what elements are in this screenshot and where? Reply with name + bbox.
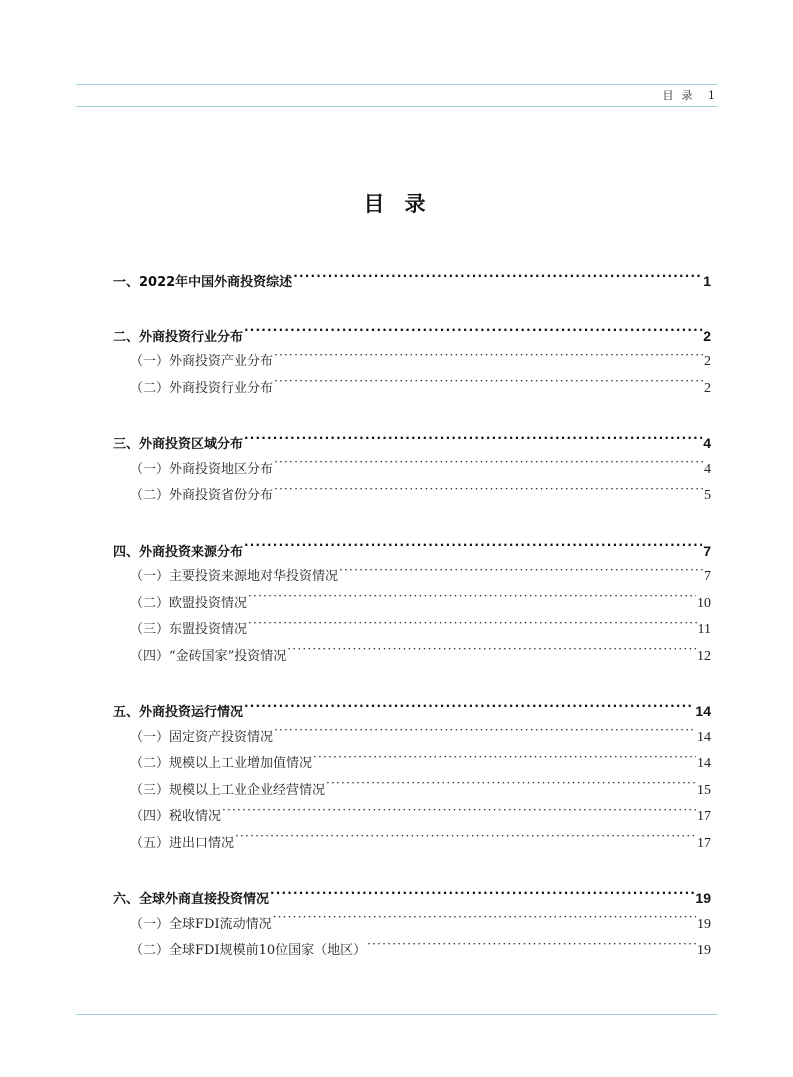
toc-section-5 [113, 698, 711, 857]
header-rule-bottom [76, 106, 717, 107]
dot-leader [339, 567, 703, 580]
header-rule-top [76, 84, 717, 85]
toc-entry-label: 二、外商投资行业分布 [113, 329, 244, 345]
toc-subentry-page: 10 [697, 595, 711, 611]
toc-subentry-label: （二）全球FDI规模前10位国家（地区） [130, 943, 367, 958]
toc-subentry[interactable] [113, 912, 711, 939]
toc-subentry[interactable] [113, 751, 711, 778]
toc-subentry-label: （一）外商投资产业分布 [130, 354, 274, 369]
toc-subentry[interactable] [113, 349, 711, 376]
page-title: 目录 [363, 192, 446, 216]
dot-leader [248, 620, 697, 633]
toc-subentry-page: 2 [704, 380, 711, 396]
toc-subentry[interactable] [113, 376, 711, 403]
running-head-title: 目录 [662, 89, 701, 102]
toc-entry-page: 7 [703, 542, 711, 559]
toc-entry-label: 五、外商投资运行情况 [113, 705, 244, 720]
toc-section-6 [113, 885, 711, 965]
dot-leader [274, 352, 703, 365]
toc-subentry[interactable] [113, 483, 711, 510]
dot-leader [244, 435, 702, 448]
toc-subentry-page: 17 [697, 809, 711, 824]
toc-subentry-label: （一）外商投资地区分布 [130, 461, 274, 477]
toc-subentry-label: （二）欧盟投资情况 [130, 595, 248, 611]
toc-entry[interactable] [113, 698, 711, 725]
toc-subentry-page: 12 [697, 648, 711, 664]
running-head [663, 89, 716, 103]
toc-subentry-label: （一）固定资产投资情况 [130, 729, 274, 745]
dot-leader [235, 834, 696, 847]
dot-leader [222, 807, 696, 820]
toc-entry[interactable] [113, 430, 711, 457]
toc-subentry-page: 11 [697, 622, 711, 637]
dot-leader [326, 781, 696, 794]
dot-leader [287, 647, 696, 660]
dot-leader [274, 486, 703, 499]
toc-entry-label: 六、全球外商直接投资情况 [113, 892, 270, 907]
toc-entry-label: 四、外商投资来源分布 [113, 544, 244, 560]
dot-leader [244, 543, 702, 556]
toc-subentry-label: （一）全球FDI流动情况 [130, 916, 272, 932]
toc-subentry-label: （五）进出口情况 [130, 835, 235, 851]
toc-subentry-page: 2 [704, 354, 711, 369]
dot-leader [270, 890, 694, 903]
toc-entry-page: 1 [703, 273, 711, 289]
toc-entry-page: 19 [695, 890, 711, 906]
toc-subentry[interactable] [113, 644, 711, 671]
toc-subentry-page: 14 [697, 729, 711, 745]
dot-leader [274, 379, 703, 392]
dot-leader [367, 941, 696, 954]
dot-leader [313, 754, 696, 767]
toc-subentry-label: （二）外商投资行业分布 [130, 380, 274, 396]
toc-subentry[interactable] [113, 831, 711, 858]
dot-leader [244, 328, 702, 341]
dot-leader [293, 273, 702, 286]
toc-subentry[interactable] [113, 617, 711, 644]
toc-section-1 [113, 268, 711, 295]
toc-entry-page: 4 [703, 435, 711, 451]
dot-leader [244, 703, 694, 716]
toc-entry[interactable] [113, 323, 711, 350]
dot-leader [248, 594, 696, 607]
toc-subentry-page: 5 [704, 488, 711, 503]
toc-subentry[interactable] [113, 778, 711, 805]
dot-leader [274, 460, 703, 473]
toc-subentry-label: （三）规模以上工业企业经营情况 [130, 782, 326, 798]
dot-leader [274, 728, 696, 741]
toc-section-3 [113, 430, 711, 510]
running-head-page-number: 1 [708, 89, 715, 102]
footer-rule [76, 1014, 717, 1015]
toc-subentry-label: （二）规模以上工业增加值情况 [130, 756, 313, 771]
table-of-contents [113, 268, 711, 993]
toc-subentry-label: （四）“金砖国家”投资情况 [130, 648, 287, 664]
toc-subentry[interactable] [113, 457, 711, 484]
toc-subentry[interactable] [113, 725, 711, 752]
toc-entry-label: 三、外商投资区域分布 [113, 437, 244, 452]
toc-subentry-page: 19 [697, 943, 711, 958]
toc-subentry[interactable] [113, 938, 711, 965]
toc-subentry-label: （三）东盟投资情况 [130, 622, 248, 637]
toc-entry-label: 一、2022年中国外商投资综述 [113, 275, 293, 290]
toc-section-4 [113, 538, 711, 671]
toc-section-2 [113, 323, 711, 403]
toc-entry[interactable] [113, 538, 711, 565]
toc-subentry[interactable] [113, 804, 711, 831]
toc-subentry-page: 19 [697, 916, 711, 932]
dot-leader [273, 915, 696, 928]
toc-entry[interactable] [113, 885, 711, 912]
toc-entry-page: 2 [703, 327, 711, 344]
toc-subentry-page: 14 [697, 756, 711, 771]
toc-subentry-label: （一）主要投资来源地对华投资情况 [130, 569, 339, 584]
toc-subentry-label: （二）外商投资省份分布 [130, 488, 274, 503]
toc-subentry[interactable] [113, 564, 711, 591]
toc-subentry-page: 4 [704, 461, 711, 477]
toc-subentry-page: 15 [697, 782, 711, 798]
toc-subentry-page: 7 [704, 569, 711, 584]
toc-subentry[interactable] [113, 591, 711, 618]
toc-subentry-page: 17 [697, 835, 711, 851]
toc-subentry-label: （四）税收情况 [130, 809, 222, 824]
toc-entry-page: 14 [695, 703, 711, 719]
toc-entry[interactable] [113, 268, 711, 295]
